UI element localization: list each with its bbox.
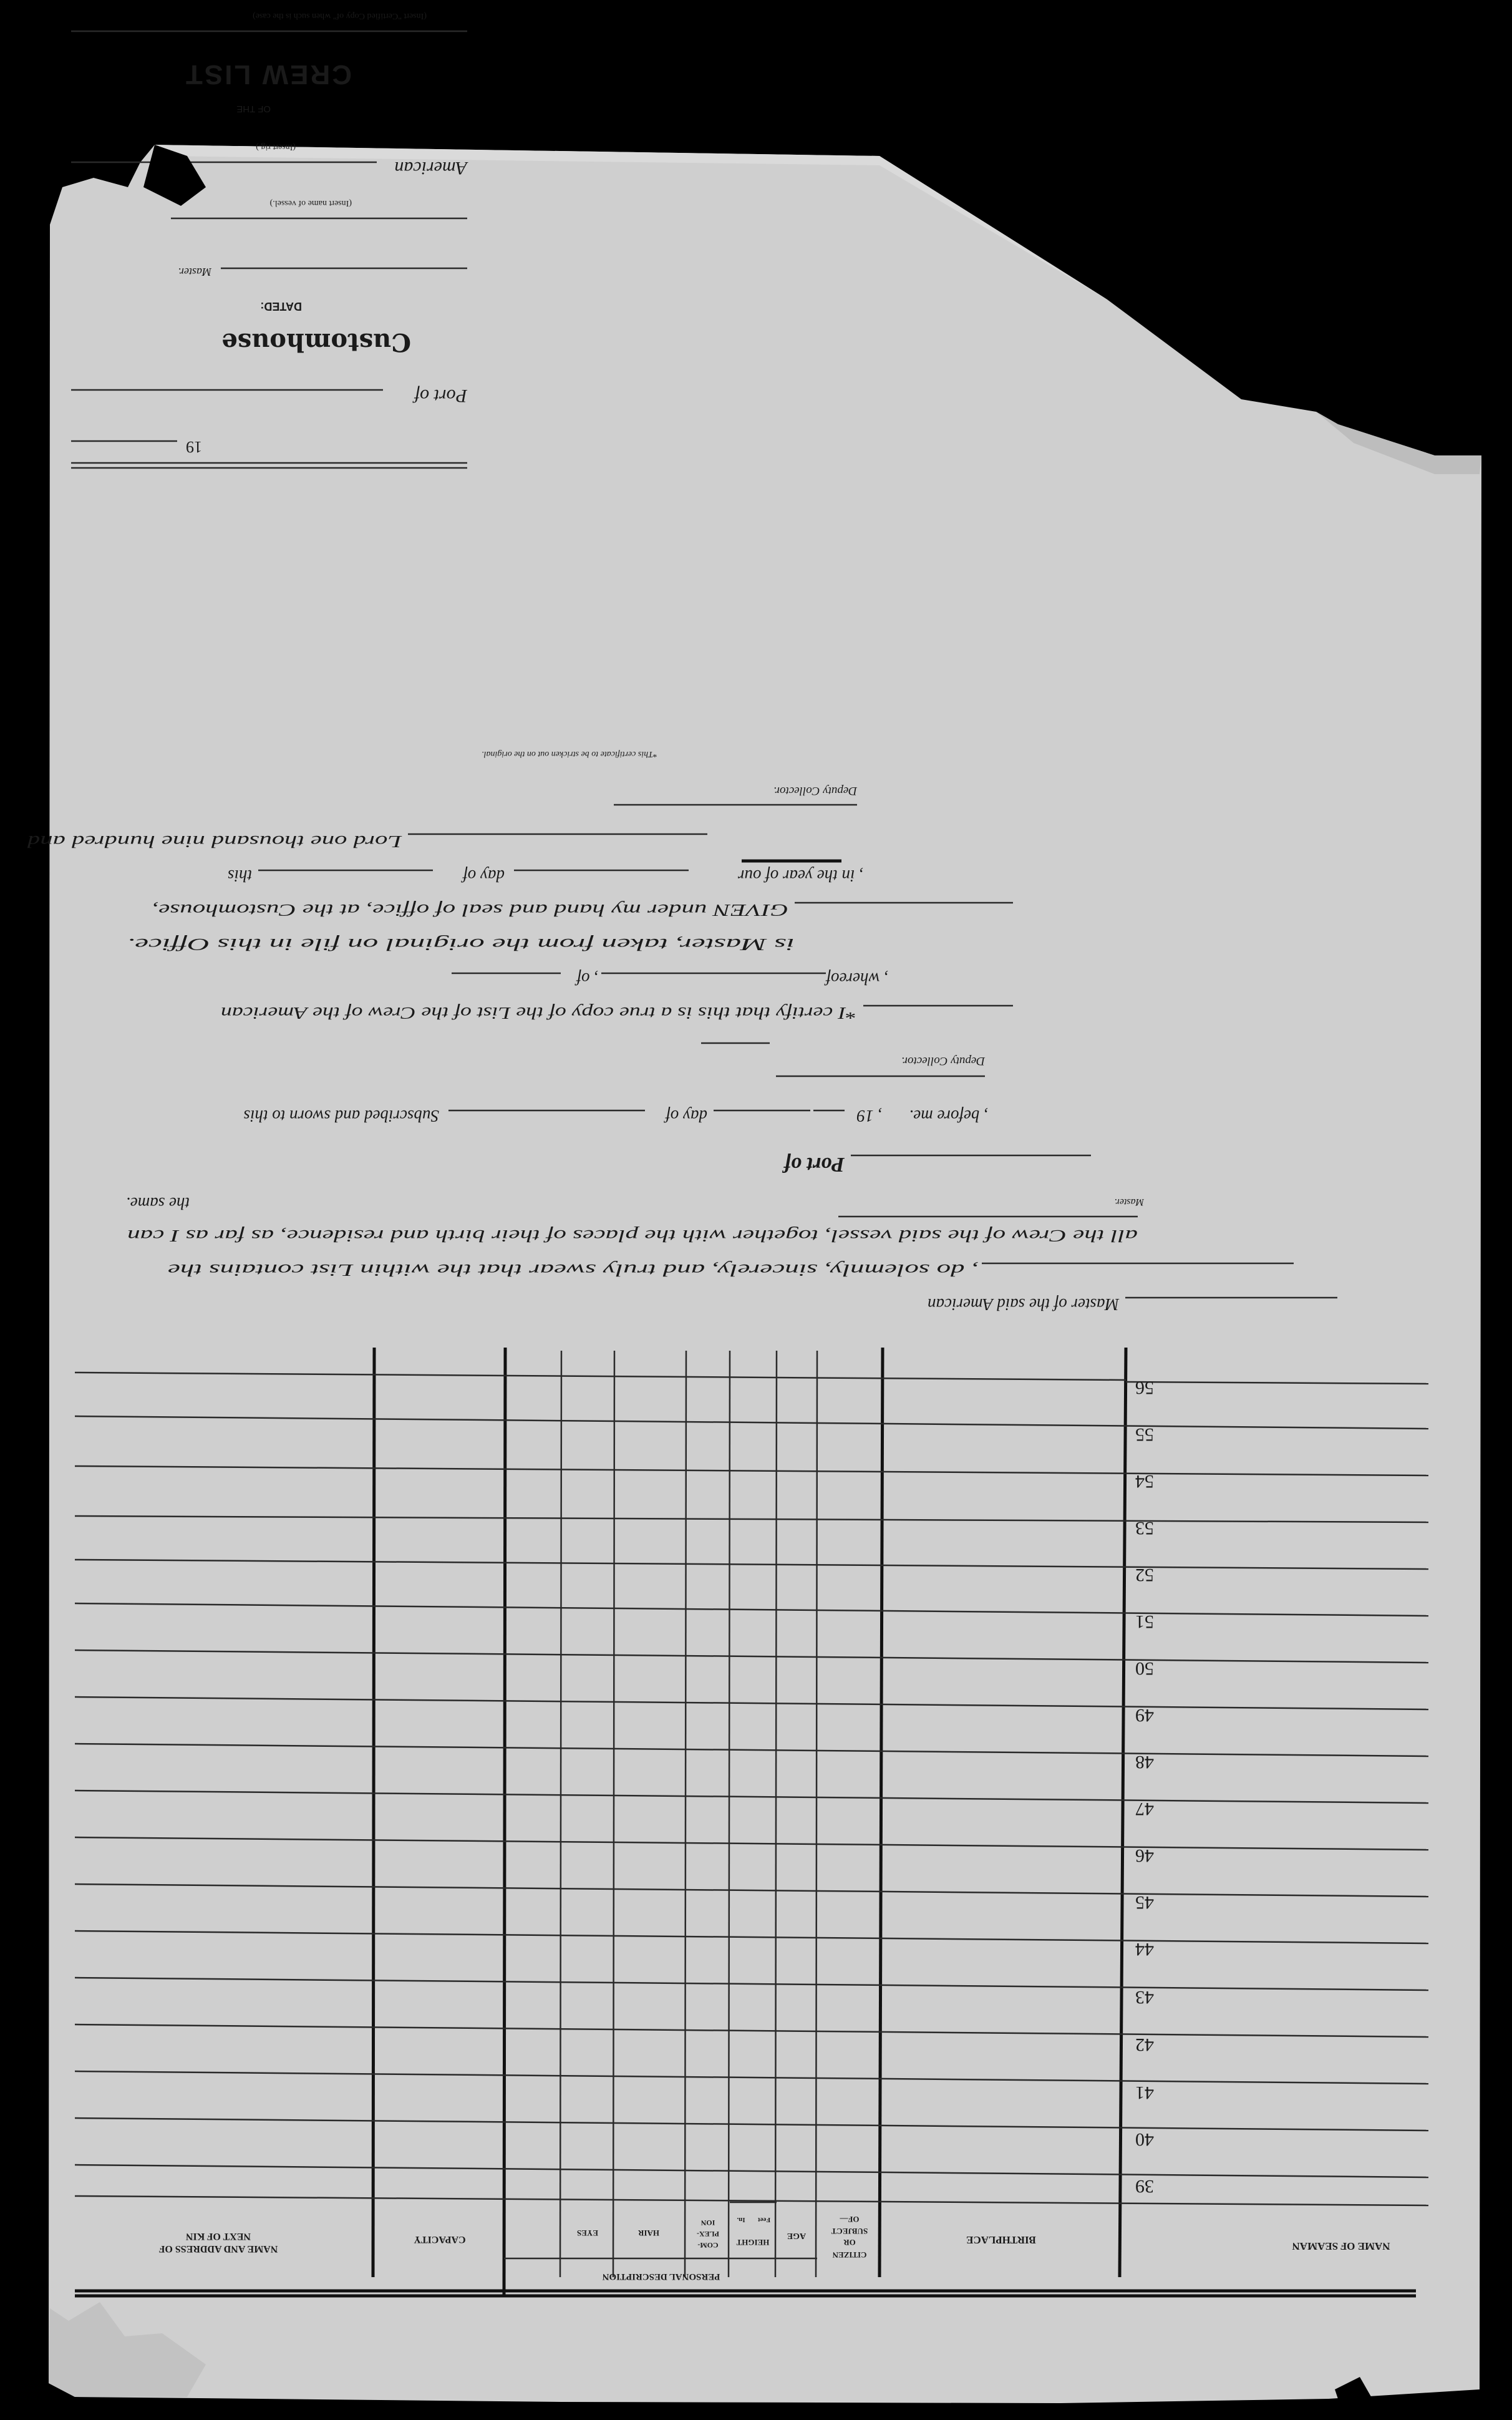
row-number: 48 — [1135, 1752, 1154, 1772]
row-number: 40 — [1135, 2129, 1154, 2150]
oath-deputy-collector: Deputy Collector. — [901, 1054, 985, 1067]
svg-text:CITIZEN: CITIZEN — [832, 2250, 867, 2260]
cert-whereof: , whereof — [826, 969, 888, 988]
cover-of-the: OF THE — [236, 104, 271, 114]
cover-insert-vessel: (Insert name of vessel.) — [269, 198, 352, 208]
row-number: 49 — [1135, 1705, 1154, 1726]
row-number: 56 — [1135, 1378, 1154, 1398]
oath-same-line: the same. — [126, 1194, 190, 1213]
cover-insert-rig: (Insert rig.) — [256, 142, 296, 152]
cover-crew-list: CREW LIST — [184, 59, 352, 90]
row-number: 53 — [1135, 1518, 1154, 1538]
cover-american: American — [394, 158, 467, 178]
oath-swear-line: , do solemnly, sincerely, and truly swear that the within List contains the — [167, 1261, 979, 1280]
header-birthplace: BIRTHPLACE — [966, 2234, 1036, 2246]
row-number: 47 — [1135, 1799, 1154, 1819]
cert-in-year: , in the year of our — [738, 867, 863, 885]
row-number: 46 — [1135, 1845, 1154, 1866]
cover-port-of: Port of — [414, 386, 467, 406]
svg-text:COM-: COM- — [697, 2241, 719, 2250]
row-number: 55 — [1135, 1424, 1154, 1445]
cover-year: 19 — [186, 438, 202, 456]
oath-subscribed: Subscribed and sworn to this — [243, 1107, 439, 1125]
oath-year: , 19 — [856, 1107, 882, 1125]
cert-of: , of — [576, 969, 598, 988]
row-number: 45 — [1135, 1892, 1154, 1913]
oath-master-signature-label: Master. — [1114, 1197, 1144, 1207]
row-number: 50 — [1135, 1658, 1154, 1679]
cert-lord: Lord one thousand nine hundred and — [27, 832, 403, 851]
row-number: 51 — [1135, 1611, 1154, 1632]
cover-dated: DATED: — [260, 300, 302, 313]
header-feet: Feet — [757, 2216, 771, 2223]
cert-this: this — [227, 867, 252, 885]
row-number: 39 — [1135, 2176, 1154, 2197]
svg-text:SUBJECT: SUBJECT — [831, 2227, 868, 2236]
svg-text:OR: OR — [843, 2238, 856, 2247]
header-capacity: CAPACITY — [414, 2234, 466, 2245]
row-number: 43 — [1135, 1987, 1154, 2008]
cover-master: Master. — [178, 266, 211, 278]
header-inches: In. — [737, 2216, 745, 2223]
header-name-of-seaman: NAME OF SEAMAN — [1292, 2240, 1390, 2252]
oath-port-of: Port of — [783, 1153, 845, 1176]
cert-given: GIVEN under my hand and seal of office, at the Customhouse, — [152, 901, 788, 920]
svg-text:PLEX-: PLEX- — [697, 2230, 719, 2238]
row-number: 42 — [1135, 2034, 1154, 2055]
cert-certify: *I certify that this is a true copy of the List of the Crew of the American — [221, 1004, 857, 1023]
oath-day-of: day of — [666, 1107, 707, 1125]
row-number: 54 — [1135, 1471, 1154, 1492]
svg-text:NAME AND ADDRESS OF: NAME AND ADDRESS OF — [158, 2243, 278, 2254]
oath-before-me: , before me. — [909, 1107, 988, 1125]
header-eyes: EYES — [577, 2228, 598, 2238]
cert-footnote: *This certificate to be stricken out on the original. — [482, 749, 657, 759]
cert-deputy-collector: Deputy Collector. — [773, 784, 857, 797]
header-personal-description: PERSONAL DESCRIPTION — [602, 2272, 720, 2282]
svg-text:ION: ION — [700, 2218, 715, 2227]
header-age: AGE — [787, 2231, 807, 2240]
header-height: HEIGHT — [736, 2238, 770, 2247]
oath-crew-line: all the Crew of the said vessel, together with the places of their birth and residence, as far as I can — [127, 1227, 1138, 1245]
row-number: 52 — [1135, 1565, 1154, 1585]
cover-insert-certified: (Insert "Certified Copy of" when such is the case) — [253, 11, 427, 21]
svg-text:OF—: OF— — [840, 2215, 860, 2224]
svg-text:NEXT OF KIN: NEXT OF KIN — [185, 2231, 251, 2242]
row-number: 41 — [1135, 2082, 1154, 2103]
cert-is-master: is Master, taken from the original on file in this Office. — [127, 935, 795, 954]
oath-master-line: Master of the said American — [928, 1295, 1119, 1314]
cover-customhouse: Customhouse — [221, 328, 411, 357]
header-hair: HAIR — [638, 2228, 659, 2238]
cert-day-of: day of — [463, 867, 505, 885]
row-number: 44 — [1135, 1939, 1154, 1960]
